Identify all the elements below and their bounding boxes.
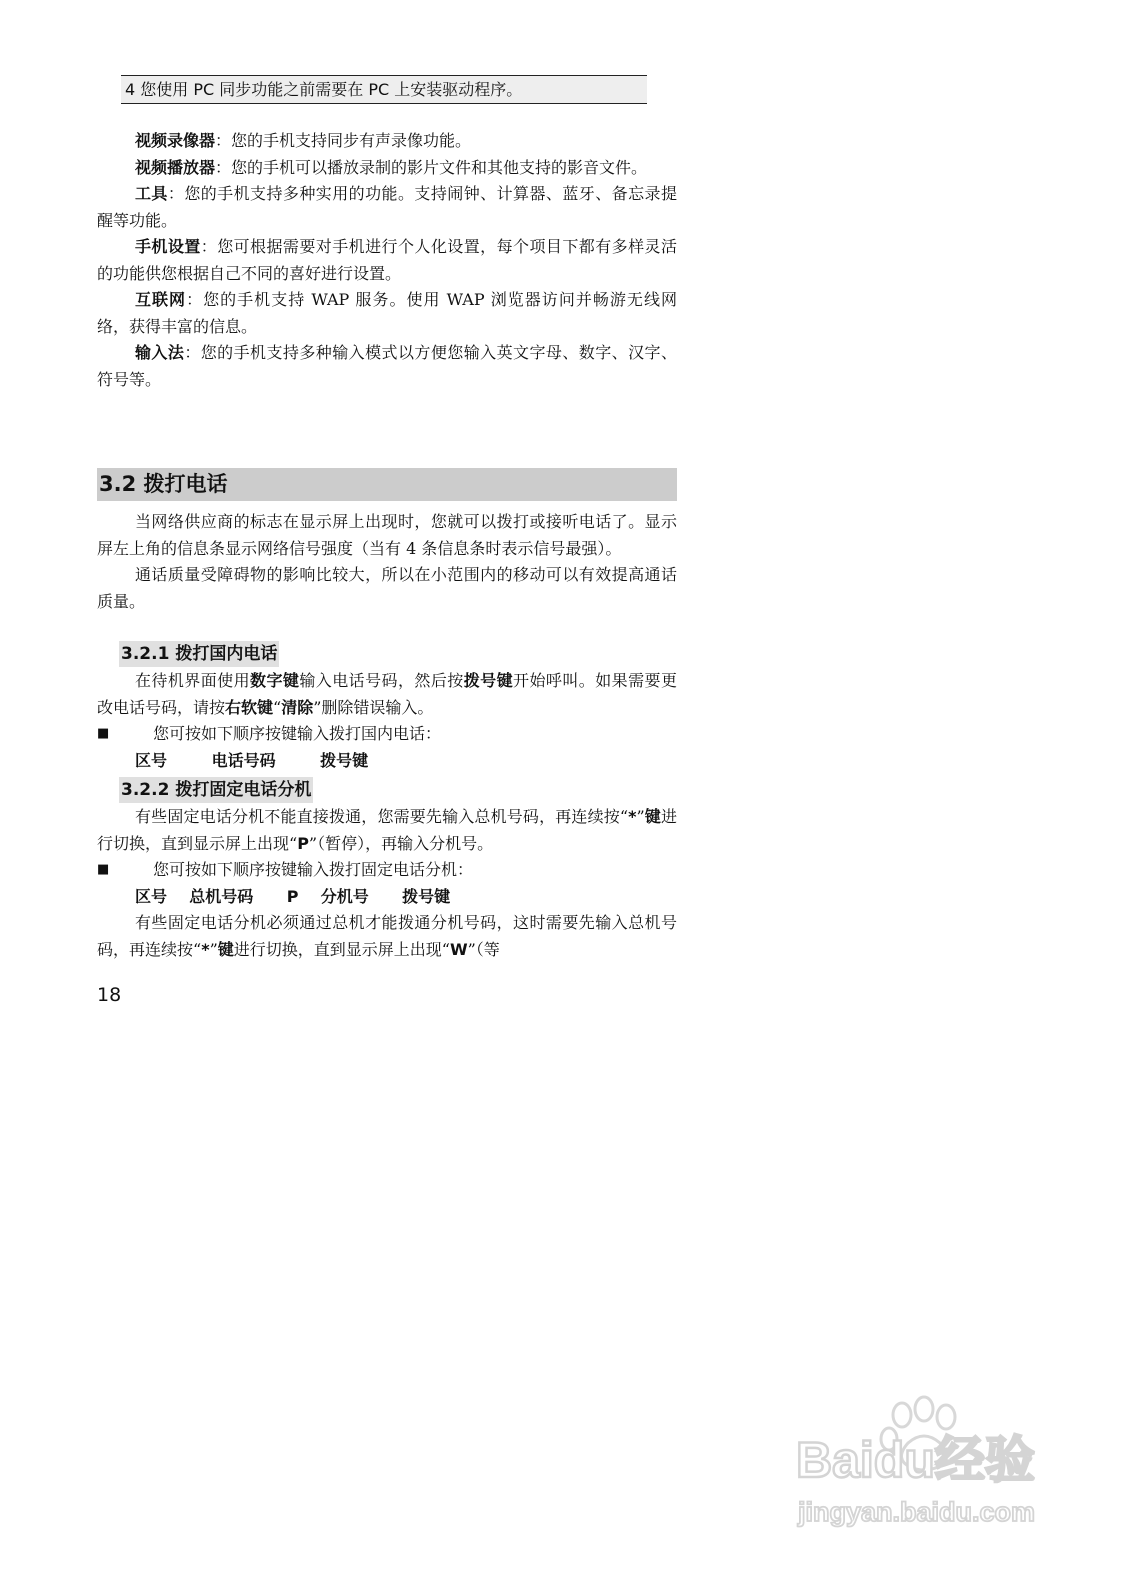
bullet-item: ■ 您可按如下顺序按键输入拨打国内电话： bbox=[97, 721, 677, 748]
watermark-url: jingyan.baidu.com bbox=[798, 1497, 1036, 1527]
watermark-brand: Baidu经验 bbox=[796, 1432, 1035, 1488]
section-heading: 3.2 拨打电话 bbox=[97, 468, 677, 501]
feature-term: 工具 bbox=[135, 184, 168, 203]
key-name: 右软键 bbox=[225, 697, 274, 717]
key-name: 键 bbox=[644, 807, 661, 826]
paragraph: 通话质量受障碍物的影响比较大，所以在小范围内的移动可以有效提高通话质量。 bbox=[97, 565, 677, 611]
feature-item: 手机设置：您可根据需要对手机进行个人化设置，每个项目下都有多样灵活的功能供您根据自己不同的喜好进行设置。 bbox=[97, 237, 677, 283]
bullet-item: ■ 您可按如下顺序按键输入拨打固定电话分机： bbox=[97, 857, 677, 884]
key-name: * bbox=[201, 939, 210, 959]
section-body bbox=[97, 509, 677, 615]
paragraph: 当网络供应商的标志在显示屏上出现时，您就可以拨打或接听电话了。显示屏左上角的信息条显示网络信号强度（当有 4 条信息条时表示信号最强）。 bbox=[97, 512, 677, 558]
feature-item: 视频录像器：您的手机支持同步有声录像功能。 bbox=[135, 131, 472, 150]
note-box: 4 您使用 PC 同步功能之前需要在 PC 上安装驱动程序。 bbox=[121, 75, 647, 104]
key-name: 拨号键 bbox=[463, 671, 514, 690]
subsection-body bbox=[97, 804, 677, 963]
key-name: P bbox=[297, 833, 309, 853]
key-name: 清除 bbox=[281, 697, 314, 717]
feature-term: 手机设置 bbox=[135, 237, 201, 256]
feature-item: 视频播放器：您的手机可以播放录制的影片文件和其他支持的影音文件。 bbox=[135, 157, 648, 177]
paragraph: 有些固定电话分机不能直接拨通，您需要先输入总机号码，再连续按“*”键进行切换，直到显示屏上出现“P”（暂停），再输入分机号。 bbox=[97, 807, 677, 853]
feature-text: 您的手机支持多种实用的功能。支持闹钟、计算器、蓝牙、备忘录提醒等功能。 bbox=[97, 184, 677, 230]
feature-text: 您的手机支持同步有声录像功能。 bbox=[231, 131, 472, 150]
square-bullet-icon: ■ bbox=[97, 862, 110, 877]
feature-text: 您的手机可以播放录制的影片文件和其他支持的影音文件。 bbox=[231, 157, 648, 177]
square-bullet-icon: ■ bbox=[97, 726, 110, 741]
key-name: W bbox=[449, 939, 468, 959]
key-name: 键 bbox=[217, 939, 234, 959]
subsection-heading: 3.2.2 拨打固定电话分机 bbox=[119, 777, 313, 803]
feature-list bbox=[97, 128, 677, 393]
subsection-heading: 3.2.1 拨打国内电话 bbox=[119, 641, 279, 667]
feature-item: 工具：您的手机支持多种实用的功能。支持闹钟、计算器、蓝牙、备忘录提醒等功能。 bbox=[97, 184, 677, 230]
key-sequence: 区号 总机号码 P 分机号 拨号键 bbox=[135, 886, 451, 906]
key-name: 数字键 bbox=[250, 671, 300, 690]
key-name: * bbox=[628, 807, 637, 826]
feature-item: 输入法：您的手机支持多种输入模式以方便您输入英文字母、数字、汉字、符号等。 bbox=[97, 343, 677, 389]
key-sequence: 区号 电话号码 拨号键 bbox=[135, 750, 369, 770]
feature-text: 您的手机支持多种输入模式以方便您输入英文字母、数字、汉字、符号等。 bbox=[97, 343, 677, 389]
paragraph: 在待机界面使用数字键输入电话号码，然后按拨号键开始呼叫。如果需要更改电话号码，请按右软键“清除”删除错误输入。 bbox=[97, 671, 677, 717]
subsection-body bbox=[97, 668, 677, 774]
feature-term: 视频播放器 bbox=[135, 157, 216, 177]
feature-term: 视频录像器 bbox=[135, 131, 216, 150]
feature-text: 您的手机支持 WAP 服务。使用 WAP 浏览器访问并畅游无线网络，获得丰富的信息。 bbox=[97, 290, 677, 336]
feature-term: 输入法 bbox=[135, 343, 185, 362]
paragraph: 有些固定电话分机必须通过总机才能拨通分机号码，这时需要先输入总机号码，再连续按“*”键进行切换，直到显示屏上出现“W”（等 bbox=[97, 913, 677, 959]
feature-text: 您可根据需要对手机进行个人化设置，每个项目下都有多样灵活的功能供您根据自己不同的喜好进行设置。 bbox=[97, 237, 677, 283]
baidu-watermark-logo bbox=[790, 1395, 1060, 1535]
page-number: 18 bbox=[97, 984, 122, 1006]
feature-term: 互联网 bbox=[135, 290, 187, 309]
feature-item: 互联网：您的手机支持 WAP 服务。使用 WAP 浏览器访问并畅游无线网络，获得丰富的信息。 bbox=[97, 290, 677, 336]
